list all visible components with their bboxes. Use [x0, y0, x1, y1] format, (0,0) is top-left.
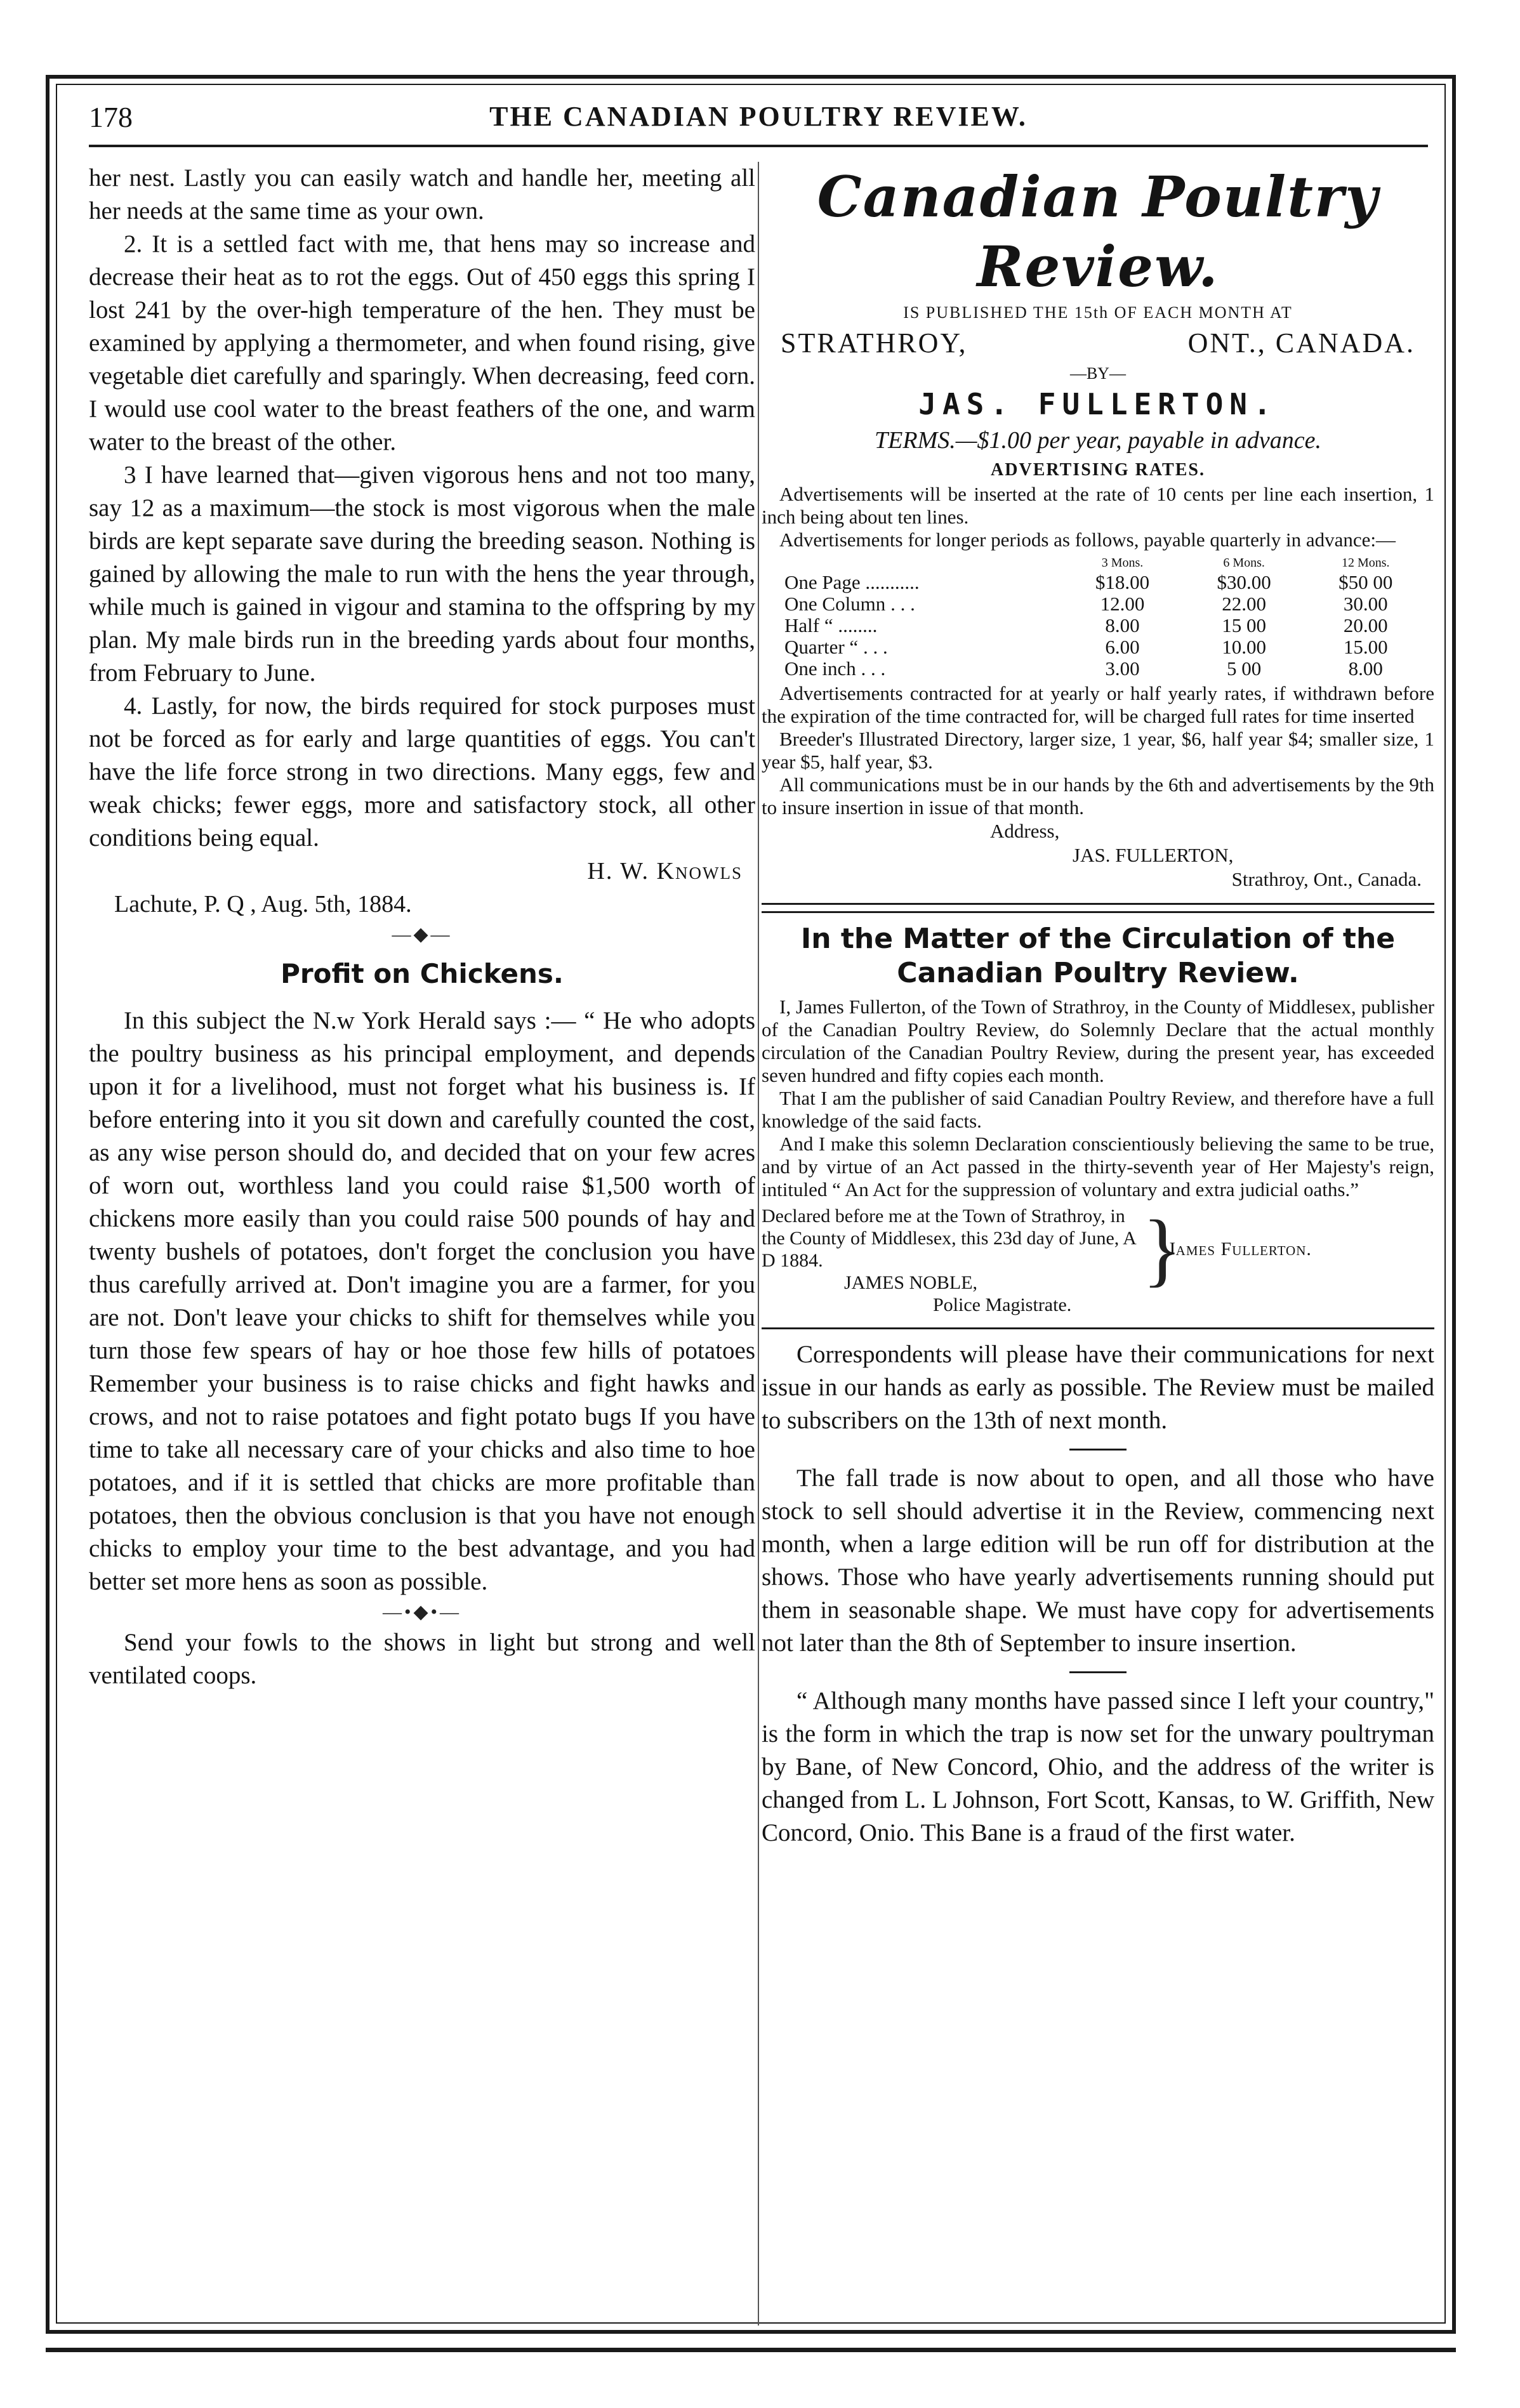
declarant-name: James Fullerton.	[1168, 1239, 1312, 1260]
circulation-title: In the Matter of the Circulation of the Canadian Poultry Review.	[800, 923, 1396, 989]
dateline: Lachute, P. Q , Aug. 5th, 1884.	[114, 891, 412, 918]
rates-col-header: 3 Mons.	[1101, 556, 1144, 570]
rate-value: $50 00	[1338, 571, 1393, 593]
rates-table	[781, 554, 1427, 680]
publisher-name: JAS. FULLERTON.	[918, 387, 1278, 421]
by-line: —BY—	[1069, 364, 1127, 383]
notice-paragraph: The fall trade is now about to open, and all those who have stock to sell should advertise it in the Review, commencing next month, when a large edition will be run off for distribution at the shows. Those who have yearly advertisements running should put them in seasonable shape. We must have copy for advertisements not later than the 8th of September to insure insertion.	[762, 1464, 1434, 1657]
magistrate-title: Police Magistrate.	[933, 1294, 1072, 1315]
publication-line: IS PUBLISHED THE 15th OF EACH MONTH AT	[903, 303, 1293, 322]
rates-row	[781, 636, 1427, 658]
short-divider	[1069, 1671, 1127, 1673]
column-divider	[758, 162, 759, 2326]
advertising-paragraph: Advertisements contracted for at yearly or half yearly rates, if withdrawn before the expiration of the time contracted for, will be charged full rates for time inserted	[762, 682, 1434, 727]
article-paragraph: 4. Lastly, for now, the birds required for stock purposes must not be forced as for early and large quantities of eggs. You can't have the life force strong in two directions. Many eggs, few and weak chicks; fewer eggs, more and satisfactory stock, all other conditions being equal.	[89, 692, 755, 852]
rate-value: 8.00	[1105, 614, 1140, 636]
circulation-paragraph: And I make this solemn Declaration conscientiously believing the same to be true, and by virtue of an Act passed in the thirty-seventh year of Her Majesty's reign, intituled “ An Act for the suppression of voluntary and extra judicial oaths.”	[762, 1133, 1434, 1201]
rates-row	[781, 593, 1427, 615]
section-rule	[762, 903, 1434, 913]
rate-value: 5 00	[1227, 657, 1262, 680]
advertising-paragraph: Advertisements for longer periods as follows, payable quarterly in advance:—	[779, 529, 1396, 551]
section-title: Profit on Chickens.	[281, 958, 564, 989]
declaration-block	[762, 1205, 1434, 1316]
notice-paragraph: “ Although many months have passed since I left your country," is the form in which the trap is now set for the unwary poultryman by Bane, of New Concord, Ohio, and the address of the writer is changed from L. L Johnson, Fort Scott, Kansas, to W. Griffith, New Concord, Onio. This Bane is a fraud of the first water.	[762, 1687, 1434, 1846]
magistrate-name: JAMES NOBLE,	[844, 1272, 978, 1293]
place-province: ONT., CANADA.	[1187, 327, 1415, 359]
rate-leader: . . .	[861, 657, 886, 680]
rate-value: 15.00	[1343, 636, 1388, 658]
rate-leader: ........	[838, 614, 878, 636]
rate-value: 15 00	[1222, 614, 1266, 636]
running-title: THE CANADIAN POULTRY REVIEW.	[489, 101, 1028, 132]
rate-value: 22.00	[1222, 593, 1266, 615]
advertising-rates-title: ADVERTISING RATES.	[991, 460, 1205, 480]
rate-value: 3.00	[1105, 657, 1140, 680]
rate-value: 6.00	[1105, 636, 1140, 658]
address-name: JAS. FULLERTON,	[1073, 844, 1234, 866]
article-paragraph: Send your fowls to the shows in light but strong and well ventilated coops.	[89, 1629, 755, 1689]
page-header	[89, 95, 1428, 146]
rates-col-header: 12 Mons.	[1341, 556, 1390, 570]
rate-label: One Page	[784, 571, 861, 593]
article-paragraph: 2. It is a settled fact with me, that hens may so increase and decrease their heat as to rot the eggs. Out of 450 eggs this spring I lost 241 by the over-high temperature of the hen. They must be examined by applying a thermometer, and when found rising, give vegetable diet carefully and sparingly. When decreasing, feed corn. I would use cool water to the breast feathers of the one, and warm water to the breast of the other.	[89, 230, 755, 456]
author-signature: H. W. Knowls	[587, 858, 743, 885]
address-block	[762, 819, 1434, 891]
circulation-paragraph: That I am the publisher of said Canadian Poultry Review, and therefore have a full knowledge of the said facts.	[762, 1087, 1434, 1132]
rate-value: $30.00	[1217, 571, 1271, 593]
rate-value: 12.00	[1100, 593, 1145, 615]
advertising-paragraph: Advertisements will be inserted at the rate of 10 cents per line each insertion, 1 inch being about ten lines.	[762, 483, 1434, 528]
right-column	[762, 162, 1434, 1850]
rates-col-header: 6 Mons.	[1223, 556, 1265, 570]
header-rule	[89, 145, 1428, 147]
brace-glyph: }	[1142, 1204, 1182, 1295]
rate-label: Quarter “	[784, 636, 859, 658]
notice-paragraph: Correspondents will please have their communications for next issue in our hands as early as possible. The Review must be mailed to subscribers on the 13th of next month.	[762, 1341, 1434, 1434]
rates-row	[781, 572, 1427, 593]
address-label: Address,	[990, 820, 1060, 842]
article-paragraph: In this subject the N.w York Herald says :— “ He who adopts the poultry business as his principal employment, and depends upon it for a livelihood, must not forget what his business is. If before entering into it you sit down and carefully counted the cost, as any wise person should do, and decided that on your few acres of worn out, worthless land you could raise $1,500 worth of chickens more easily than you could raise 500 pounds of hay and twenty bushels of potatoes, don't forget the conclusion you have thus carefully arrived at. Don't imagine you are a farmer, for you are not. Don't leave your chicks to shift for themselves while you turn those few spears of hay or hoe those few hills of potatoes Remember your business is to raise chicks and fight hawks and crows, and not to raise potatoes and fight potato bugs If you have time to take all necessary care of your chicks and also time to hoe potatoes, and if it is settled that chicks are more profitable than potatoes, then the obvious conclusion is that you have not enough chicks to employ your time to the best advantage, and you had better set more hens as soon as possible.	[89, 1007, 755, 1595]
place-town: STRATHROY,	[781, 327, 968, 359]
divider-ornament: —•◆•—	[382, 1602, 462, 1622]
rate-leader: . . .	[890, 593, 915, 615]
address-place: Strathroy, Ont., Canada.	[1231, 868, 1422, 890]
advertising-paragraph: Breeder's Illustrated Directory, larger size, 1 year, $6, half year $4; smaller size, 1 year $5, half year, $3.	[762, 728, 1434, 773]
rate-label: Half “	[784, 614, 833, 636]
masthead: Canadian Poultry Review.	[817, 164, 1379, 299]
section-rule	[762, 1327, 1434, 1329]
article-paragraph: her nest. Lastly you can easily watch and handle her, meeting all her needs at the same time as your own.	[89, 164, 755, 225]
page-number: 178	[89, 101, 133, 133]
declaration-statement: Declared before me at the Town of Strathroy, in the County of Middlesex, this 23d day of June, A D 1884.	[762, 1206, 1136, 1271]
rate-value: 8.00	[1348, 657, 1383, 680]
rate-label: One Column	[784, 593, 886, 615]
subscription-terms: TERMS.—$1.00 per year, payable in advance.	[875, 427, 1321, 454]
rate-leader: . . .	[862, 636, 888, 658]
left-column	[89, 162, 755, 1692]
rates-row	[781, 658, 1427, 680]
article-paragraph: 3 I have learned that—given vigorous hens and not too many, say 12 as a maximum—the stock is most vigorous when the male birds are kept separate save during the breeding season. Nothing is gained by allowing the male to run with the hens the year through, while much is gained in vigour and stamina to the offspring by my plan. My male birds run in the breeding yards about four months, from February to June.	[89, 461, 755, 687]
rates-row	[781, 615, 1427, 636]
place-line	[762, 324, 1434, 362]
divider-ornament: —◆—	[392, 924, 453, 945]
short-divider	[1069, 1449, 1127, 1451]
rate-value: $18.00	[1095, 571, 1150, 593]
rate-leader: ...........	[865, 571, 920, 593]
rate-value: 10.00	[1222, 636, 1266, 658]
rate-value: 30.00	[1343, 593, 1388, 615]
declaration-text	[762, 1205, 1142, 1316]
advertising-paragraph: All communications must be in our hands by the 6th and advertisements by the 9th to insure insertion in issue of that month.	[762, 773, 1434, 819]
circulation-paragraph: I, James Fullerton, of the Town of Strathroy, in the County of Middlesex, publisher of the Canadian Poultry Review, do Solemnly Declare that the actual monthly circulation of the Canadian Poultry Review, during the present year, has exceeded seven hundred and fifty copies each month.	[762, 996, 1434, 1086]
rate-label: One inch	[784, 657, 856, 680]
page-bottom-rule	[46, 2348, 1456, 2352]
rate-value: 20.00	[1343, 614, 1388, 636]
rates-header-row	[781, 554, 1427, 572]
